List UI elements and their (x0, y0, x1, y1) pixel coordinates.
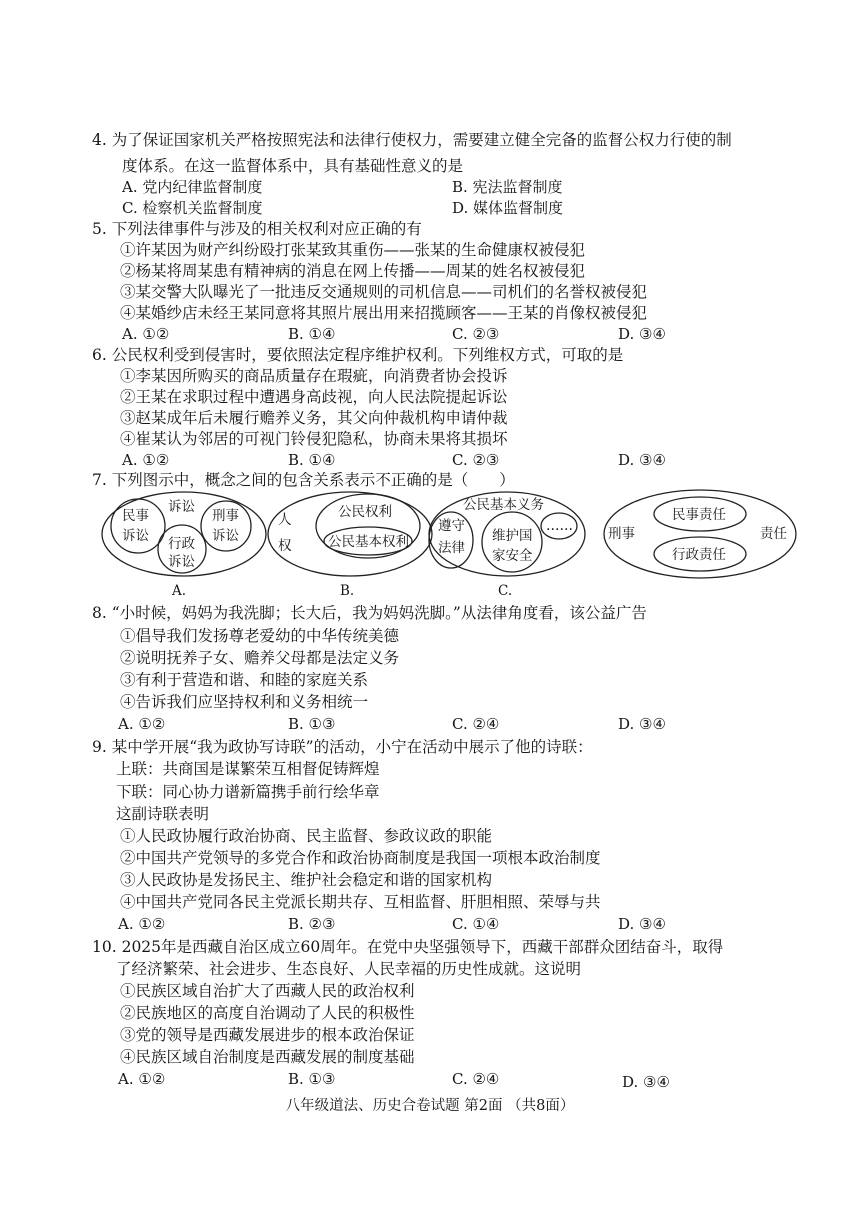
diagram-c-weihu-2: 家安全 (492, 548, 533, 564)
diagram-c-weihu-1: 维护国 (492, 528, 533, 544)
q8-item-2: ②说明抚养子女、赡养父母都是法定义务 (120, 649, 400, 667)
diagram-a-minshi-1: 民事 (122, 508, 149, 524)
diagram-a (102, 492, 266, 596)
q5-item-2: ②杨某将周某患有精神病的消息在网上传播——周某的姓名权被侵犯 (120, 262, 586, 280)
diagram-b-quan: 权 (278, 538, 292, 554)
diagram-d-xingzheng: 行政责任 (672, 547, 726, 563)
q10-item-2: ②民族地区的高度自治调动了人民的积极性 (120, 1004, 415, 1022)
q8-option-c: C. ②④ (452, 715, 500, 733)
q5-item-1: ①许某因为财产纠纷殴打张某致其重伤——张某的生命健康权被侵犯 (120, 241, 586, 259)
diagram-b-label: B. (340, 583, 355, 596)
q6-option-a: A. ①② (122, 451, 170, 469)
diagram-d-spacer (684, 528, 716, 540)
q7-stem: 7. 下列图示中，概念之间的包含关系表示不正确的是（ ） (92, 471, 515, 489)
q6-item-2: ②王某在求职过程中遭遇身高歧视，向人民法院提起诉讼 (120, 388, 508, 406)
q6-option-c: C. ②③ (452, 451, 500, 469)
q10-option-d: D. ③④ (622, 1073, 670, 1091)
q8-stem: 8. “小时候，妈妈为我洗脚；长大后，我为妈妈洗脚。”从法律角度看，该公益广告 (92, 604, 647, 622)
q5-option-a: A. ①② (122, 325, 170, 343)
q5-option-c: C. ②③ (452, 325, 500, 343)
q8-option-d: D. ③④ (618, 715, 666, 733)
q6-option-d: D. ③④ (618, 451, 666, 469)
q8-item-1: ①倡导我们发扬尊老爱幼的中华传统美德 (120, 627, 400, 645)
diagram-d-zeren: 责任 (760, 526, 787, 542)
diagram-c-zunshou-1: 遵守 (438, 518, 465, 534)
q6-option-b: B. ①④ (288, 451, 336, 469)
q4-option-b: B. 宪法监督制度 (452, 178, 563, 196)
q4-option-c: C. 检察机关监督制度 (122, 199, 263, 217)
q10-item-4: ④民族区域自治制度是西藏发展的制度基础 (120, 1048, 415, 1066)
q9-option-d: D. ③④ (618, 915, 666, 933)
q10-option-a: A. ①② (118, 1070, 166, 1088)
diagram-a-xingshi-1: 刑事 (212, 508, 239, 524)
diagram-d-minshi: 民事责任 (672, 507, 726, 523)
q8-item-4: ④告诉我们应坚持权利和义务相统一 (120, 693, 369, 711)
q10-item-1: ①民族区域自治扩大了西藏人民的政治权利 (120, 982, 415, 1000)
diagram-a-minshi-2: 诉讼 (122, 528, 149, 544)
q9-option-c: C. ①④ (452, 915, 500, 933)
diagram-d (604, 490, 796, 578)
diagram-a-xingzheng-2: 诉讼 (168, 554, 195, 570)
q4-option-a: A. 党内纪律监督制度 (122, 178, 263, 196)
q5-option-d: D. ③④ (618, 325, 666, 343)
diagram-a-label: A. (172, 583, 187, 596)
q9-option-a: A. ①② (118, 915, 166, 933)
q9-upper-couplet: 上联：共商国是谋繁荣互相督促铸辉煌 (116, 760, 380, 778)
q9-lead: 这副诗联表明 (116, 805, 210, 823)
q9-item-4: ④中国共产党同各民主党派长期共存、互相监督、肝胆相照、荣辱与共 (120, 893, 601, 911)
q9-stem: 9. 某中学开展“我为政协写诗联”的活动，小宁在活动中展示了他的诗联： (92, 738, 593, 756)
diagram-b-jiben: 公民基本权利 (328, 534, 409, 550)
q6-item-3: ③赵某成年后未履行赡养义务，其父向仲裁机构申请仲裁 (120, 409, 508, 427)
diagram-a-susong: 诉讼 (168, 499, 195, 515)
q9-item-1: ①人民政协履行政治协商、民主监督、参政议政的职能 (120, 827, 493, 845)
q5-option-b: B. ①④ (288, 325, 336, 343)
q10-stem-line2: 了经济繁荣、社会进步、生态良好、人民幸福的历史性成就。这说明 (116, 960, 582, 978)
q8-option-a: A. ①② (118, 715, 166, 733)
diagram-d-xingshi: 刑事 (608, 526, 635, 542)
q10-option-b: B. ①③ (288, 1070, 336, 1088)
q10-stem-line1: 10. 2025年是西藏自治区成立60周年。在党中央坚强领导下，西藏干部群众团结奋斗，取得 (92, 938, 724, 956)
diagram-c-more: …… (546, 518, 573, 534)
q8-item-3: ③有利于营造和谐、和睦的家庭关系 (120, 671, 369, 689)
q4-option-d: D. 媒体监督制度 (452, 199, 564, 217)
q6-item-1: ①李某因所购买的商品质量存在瑕疵，向消费者协会投诉 (120, 367, 508, 385)
q5-item-3: ③某交警大队曝光了一批违反交通规则的司机信息——司机们的名誉权被侵犯 (120, 283, 648, 301)
q9-option-b: B. ②③ (288, 915, 336, 933)
diagram-c-zunshou-2: 法律 (438, 540, 465, 556)
q10-item-3: ③党的领导是西藏发展进步的根本政治保证 (120, 1026, 415, 1044)
diagram-b-gongmin: 公民权利 (338, 504, 392, 520)
q9-lower-couplet: 下联：同心协力谱新篇携手前行绘华章 (116, 783, 380, 801)
q10-option-c: C. ②④ (452, 1070, 500, 1088)
q8-option-b: B. ①③ (288, 715, 336, 733)
q7-diagrams (100, 486, 812, 596)
q4-stem-line2: 度体系。在这一监督体系中，具有基础性意义的是 (122, 157, 464, 175)
q6-stem: 6. 公民权利受到侵害时，要依照法定程序维护权利。下列维权方式，可取的是 (92, 346, 624, 364)
diagram-a-xingzheng-1: 行政 (168, 536, 195, 552)
q4-stem-line1: 4. 为了保证国家机关严格按照宪法和法律行使权力，需要建立健全完备的监督公权力行使的制 (92, 131, 732, 149)
diagram-b (268, 492, 432, 596)
diagram-c-label: C. (498, 583, 513, 596)
page-footer: 八年级道法、历史合卷试题 第2面 （共8面） (285, 1098, 575, 1114)
diagram-b-ren: 人 (278, 512, 292, 528)
q9-item-3: ③人民政协是发扬民主、维护社会稳定和谐的国家机构 (120, 871, 493, 889)
q6-item-4: ④崔某认为邻居的可视门铃侵犯隐私，协商未果将其损坏 (120, 430, 508, 448)
diagram-c-title: 公民基本义务 (463, 497, 544, 513)
diagram-a-xingshi-2: 诉讼 (212, 528, 239, 544)
diagram-c (429, 492, 585, 596)
q5-stem: 5. 下列法律事件与涉及的相关权利对应正确的有 (92, 220, 422, 238)
q9-item-2: ②中国共产党领导的多党合作和政治协商制度是我国一项根本政治制度 (120, 849, 601, 867)
q5-item-4: ④某婚纱店未经王某同意将其照片展出用来招揽顾客——王某的肖像权被侵犯 (120, 304, 648, 322)
